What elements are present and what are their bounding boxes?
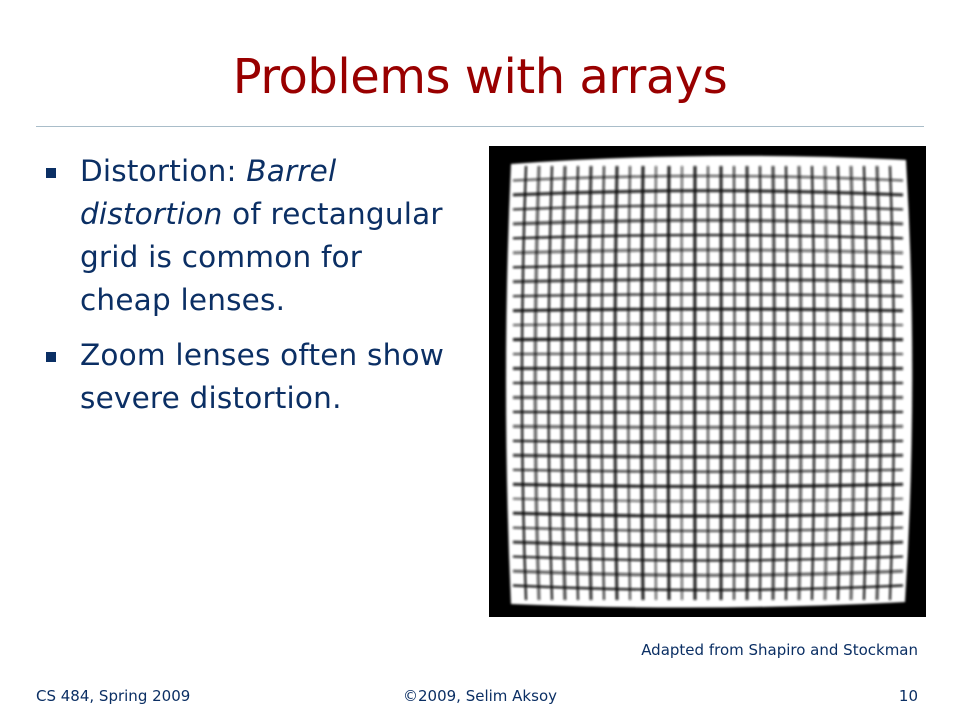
title-divider [36,126,924,127]
grid-line [513,339,903,340]
bullet-label: Distortion: [80,154,247,188]
bullet-item-distortion [46,150,461,322]
bullet-item-zoom [46,334,461,420]
bullet-text: Zoom lenses often show severe distortion. [80,338,445,415]
footer-copyright: ©2009, Selim Aksoy [403,687,557,705]
square-bullet-icon [46,352,56,362]
image-credit: Adapted from Shapiro and Stockman [641,641,918,659]
grid-line [513,441,903,442]
grid-line [513,455,903,457]
footer-course: CS 484, Spring 2009 [36,687,191,705]
square-bullet-icon [46,168,56,178]
grid-line [513,426,903,427]
footer-page-number: 10 [898,687,918,705]
grid-line [513,412,903,413]
slide-title: Problems with arrays [232,49,728,105]
distorted-grid-graphic [489,146,926,617]
barrel-distortion-image [489,146,926,617]
bullet-list [46,150,461,432]
grid-line [513,353,903,354]
bullet-text [80,154,443,317]
bullet-rest: of rectangular grid is common for cheap lenses. [80,197,443,317]
grid-line [513,324,903,325]
grid-line [513,309,903,311]
bullet-emphasis: Barrel distortion [80,154,337,231]
